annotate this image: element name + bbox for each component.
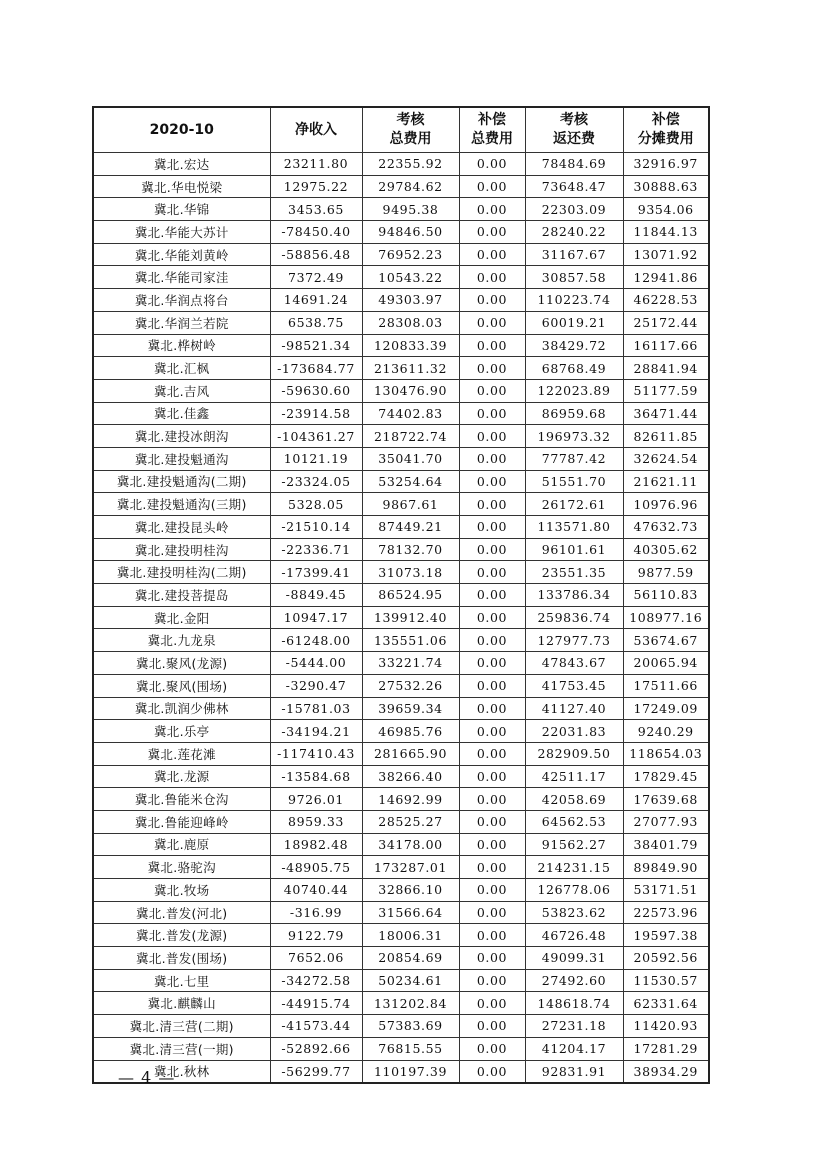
cell-assess-total: 35041.70 bbox=[362, 447, 459, 470]
table-row bbox=[93, 765, 709, 788]
cell-assess-total: 53254.64 bbox=[362, 470, 459, 493]
cell-comp-share: 82611.85 bbox=[623, 425, 709, 448]
cell-assess-return: 30857.58 bbox=[525, 266, 623, 289]
table-row bbox=[93, 447, 709, 470]
cell-name: 冀北.华润点将台 bbox=[93, 289, 270, 312]
cell-name: 冀北.汇枫 bbox=[93, 357, 270, 380]
cell-comp-total: 0.00 bbox=[459, 538, 525, 561]
cell-comp-total: 0.00 bbox=[459, 1060, 525, 1083]
cell-assess-return: 38429.72 bbox=[525, 334, 623, 357]
cell-comp-share: 47632.73 bbox=[623, 516, 709, 539]
cell-assess-total: 50234.61 bbox=[362, 969, 459, 992]
fee-table bbox=[92, 106, 710, 1084]
cell-comp-total: 0.00 bbox=[459, 311, 525, 334]
cell-assess-return: 22031.83 bbox=[525, 720, 623, 743]
table-row bbox=[93, 606, 709, 629]
table-row bbox=[93, 402, 709, 425]
table-row bbox=[93, 425, 709, 448]
cell-name: 冀北.乐亭 bbox=[93, 720, 270, 743]
cell-name: 冀北.桦树岭 bbox=[93, 334, 270, 357]
cell-name: 冀北.聚风(围场) bbox=[93, 674, 270, 697]
header-net-income: 净收入 bbox=[270, 107, 362, 153]
cell-assess-total: 28308.03 bbox=[362, 311, 459, 334]
cell-name: 冀北.麒麟山 bbox=[93, 992, 270, 1015]
cell-comp-total: 0.00 bbox=[459, 243, 525, 266]
cell-net-income: 40740.44 bbox=[270, 879, 362, 902]
cell-comp-total: 0.00 bbox=[459, 561, 525, 584]
cell-assess-total: 76815.55 bbox=[362, 1037, 459, 1060]
cell-name: 冀北.建投昆头岭 bbox=[93, 516, 270, 539]
cell-assess-total: 28525.27 bbox=[362, 810, 459, 833]
cell-assess-total: 29784.62 bbox=[362, 175, 459, 198]
table-row bbox=[93, 221, 709, 244]
cell-comp-share: 11844.13 bbox=[623, 221, 709, 244]
cell-name: 冀北.吉风 bbox=[93, 379, 270, 402]
table-row bbox=[93, 652, 709, 675]
cell-comp-share: 53674.67 bbox=[623, 629, 709, 652]
cell-comp-share: 20065.94 bbox=[623, 652, 709, 675]
cell-assess-total: 31073.18 bbox=[362, 561, 459, 584]
cell-comp-share: 17639.68 bbox=[623, 788, 709, 811]
cell-assess-return: 64562.53 bbox=[525, 810, 623, 833]
cell-name: 冀北.普发(龙源) bbox=[93, 924, 270, 947]
cell-comp-total: 0.00 bbox=[459, 606, 525, 629]
cell-assess-total: 218722.74 bbox=[362, 425, 459, 448]
cell-net-income: -8849.45 bbox=[270, 584, 362, 607]
cell-net-income: -56299.77 bbox=[270, 1060, 362, 1083]
cell-comp-total: 0.00 bbox=[459, 947, 525, 970]
cell-name: 冀北.莲花滩 bbox=[93, 742, 270, 765]
cell-net-income: 8959.33 bbox=[270, 810, 362, 833]
cell-name: 冀北.华润兰若院 bbox=[93, 311, 270, 334]
cell-name: 冀北.鲁能米仓沟 bbox=[93, 788, 270, 811]
cell-comp-share: 118654.03 bbox=[623, 742, 709, 765]
cell-assess-total: 87449.21 bbox=[362, 516, 459, 539]
cell-comp-share: 51177.59 bbox=[623, 379, 709, 402]
cell-comp-total: 0.00 bbox=[459, 447, 525, 470]
cell-name: 冀北.鹿原 bbox=[93, 833, 270, 856]
cell-net-income: 3453.65 bbox=[270, 198, 362, 221]
cell-assess-return: 41753.45 bbox=[525, 674, 623, 697]
cell-assess-return: 31167.67 bbox=[525, 243, 623, 266]
cell-assess-total: 34178.00 bbox=[362, 833, 459, 856]
table-row bbox=[93, 584, 709, 607]
cell-assess-return: 86959.68 bbox=[525, 402, 623, 425]
cell-name: 冀北.华电悦梁 bbox=[93, 175, 270, 198]
cell-assess-return: 60019.21 bbox=[525, 311, 623, 334]
cell-comp-total: 0.00 bbox=[459, 652, 525, 675]
cell-assess-return: 22303.09 bbox=[525, 198, 623, 221]
cell-name: 冀北.普发(河北) bbox=[93, 901, 270, 924]
cell-comp-total: 0.00 bbox=[459, 470, 525, 493]
cell-net-income: -98521.34 bbox=[270, 334, 362, 357]
cell-comp-total: 0.00 bbox=[459, 198, 525, 221]
table-row bbox=[93, 947, 709, 970]
table-row bbox=[93, 969, 709, 992]
cell-assess-return: 77787.42 bbox=[525, 447, 623, 470]
cell-net-income: -316.99 bbox=[270, 901, 362, 924]
cell-comp-total: 0.00 bbox=[459, 697, 525, 720]
table-row bbox=[93, 175, 709, 198]
cell-comp-total: 0.00 bbox=[459, 629, 525, 652]
cell-comp-share: 32916.97 bbox=[623, 153, 709, 176]
table-row bbox=[93, 243, 709, 266]
cell-assess-total: 27532.26 bbox=[362, 674, 459, 697]
cell-name: 冀北.建投魁通沟(二期) bbox=[93, 470, 270, 493]
cell-assess-total: 32866.10 bbox=[362, 879, 459, 902]
cell-assess-return: 42058.69 bbox=[525, 788, 623, 811]
cell-comp-total: 0.00 bbox=[459, 879, 525, 902]
cell-assess-total: 110197.39 bbox=[362, 1060, 459, 1083]
cell-comp-total: 0.00 bbox=[459, 153, 525, 176]
cell-assess-total: 86524.95 bbox=[362, 584, 459, 607]
table-row bbox=[93, 289, 709, 312]
cell-comp-share: 46228.53 bbox=[623, 289, 709, 312]
table-row bbox=[93, 879, 709, 902]
table-row bbox=[93, 788, 709, 811]
page-number: — 4 — bbox=[118, 1068, 176, 1087]
table-row bbox=[93, 334, 709, 357]
table-row bbox=[93, 901, 709, 924]
cell-assess-return: 113571.80 bbox=[525, 516, 623, 539]
cell-assess-return: 27492.60 bbox=[525, 969, 623, 992]
cell-assess-return: 122023.89 bbox=[525, 379, 623, 402]
cell-net-income: 7372.49 bbox=[270, 266, 362, 289]
cell-assess-return: 259836.74 bbox=[525, 606, 623, 629]
cell-assess-total: 39659.34 bbox=[362, 697, 459, 720]
header-comp-share: 补偿 分摊费用 bbox=[623, 107, 709, 153]
cell-name: 冀北.清三营(一期) bbox=[93, 1037, 270, 1060]
cell-assess-total: 131202.84 bbox=[362, 992, 459, 1015]
cell-name: 冀北.金阳 bbox=[93, 606, 270, 629]
cell-assess-total: 14692.99 bbox=[362, 788, 459, 811]
cell-comp-total: 0.00 bbox=[459, 175, 525, 198]
cell-assess-return: 42511.17 bbox=[525, 765, 623, 788]
cell-net-income: 7652.06 bbox=[270, 947, 362, 970]
cell-net-income: -61248.00 bbox=[270, 629, 362, 652]
cell-net-income: -41573.44 bbox=[270, 1015, 362, 1038]
cell-comp-share: 12941.86 bbox=[623, 266, 709, 289]
cell-comp-total: 0.00 bbox=[459, 289, 525, 312]
cell-net-income: -13584.68 bbox=[270, 765, 362, 788]
cell-name: 冀北.华能大苏计 bbox=[93, 221, 270, 244]
table-row bbox=[93, 629, 709, 652]
cell-assess-return: 28240.22 bbox=[525, 221, 623, 244]
cell-comp-share: 53171.51 bbox=[623, 879, 709, 902]
cell-net-income: -52892.66 bbox=[270, 1037, 362, 1060]
cell-assess-total: 31566.64 bbox=[362, 901, 459, 924]
cell-assess-return: 73648.47 bbox=[525, 175, 623, 198]
cell-assess-return: 41127.40 bbox=[525, 697, 623, 720]
table-row bbox=[93, 742, 709, 765]
cell-comp-total: 0.00 bbox=[459, 742, 525, 765]
cell-name: 冀北.清三营(二期) bbox=[93, 1015, 270, 1038]
cell-net-income: -3290.47 bbox=[270, 674, 362, 697]
cell-assess-return: 91562.27 bbox=[525, 833, 623, 856]
table-row bbox=[93, 1037, 709, 1060]
cell-assess-return: 148618.74 bbox=[525, 992, 623, 1015]
cell-net-income: 10947.17 bbox=[270, 606, 362, 629]
cell-comp-share: 25172.44 bbox=[623, 311, 709, 334]
cell-comp-share: 17829.45 bbox=[623, 765, 709, 788]
cell-name: 冀北.建投魁通沟(三期) bbox=[93, 493, 270, 516]
cell-assess-total: 74402.83 bbox=[362, 402, 459, 425]
cell-comp-total: 0.00 bbox=[459, 402, 525, 425]
cell-name: 冀北.佳鑫 bbox=[93, 402, 270, 425]
cell-assess-total: 18006.31 bbox=[362, 924, 459, 947]
cell-assess-return: 78484.69 bbox=[525, 153, 623, 176]
cell-name: 冀北.建投菩提岛 bbox=[93, 584, 270, 607]
table-row bbox=[93, 357, 709, 380]
cell-name: 冀北.凯润少佛林 bbox=[93, 697, 270, 720]
cell-assess-total: 281665.90 bbox=[362, 742, 459, 765]
cell-comp-total: 0.00 bbox=[459, 266, 525, 289]
cell-comp-share: 36471.44 bbox=[623, 402, 709, 425]
cell-comp-share: 30888.63 bbox=[623, 175, 709, 198]
cell-assess-return: 23551.35 bbox=[525, 561, 623, 584]
cell-assess-return: 26172.61 bbox=[525, 493, 623, 516]
cell-name: 冀北.七里 bbox=[93, 969, 270, 992]
cell-assess-return: 68768.49 bbox=[525, 357, 623, 380]
cell-net-income: -117410.43 bbox=[270, 742, 362, 765]
table-row bbox=[93, 379, 709, 402]
cell-net-income: 23211.80 bbox=[270, 153, 362, 176]
cell-assess-total: 33221.74 bbox=[362, 652, 459, 675]
cell-net-income: -22336.71 bbox=[270, 538, 362, 561]
cell-net-income: -104361.27 bbox=[270, 425, 362, 448]
cell-assess-return: 96101.61 bbox=[525, 538, 623, 561]
cell-assess-return: 214231.15 bbox=[525, 856, 623, 879]
cell-comp-share: 9240.29 bbox=[623, 720, 709, 743]
cell-comp-share: 56110.83 bbox=[623, 584, 709, 607]
cell-net-income: 9122.79 bbox=[270, 924, 362, 947]
cell-assess-return: 126778.06 bbox=[525, 879, 623, 902]
cell-assess-return: 53823.62 bbox=[525, 901, 623, 924]
cell-comp-share: 108977.16 bbox=[623, 606, 709, 629]
cell-comp-share: 17511.66 bbox=[623, 674, 709, 697]
cell-name: 冀北.华能刘黄岭 bbox=[93, 243, 270, 266]
table-row bbox=[93, 924, 709, 947]
cell-comp-share: 9354.06 bbox=[623, 198, 709, 221]
cell-comp-share: 16117.66 bbox=[623, 334, 709, 357]
cell-assess-return: 127977.73 bbox=[525, 629, 623, 652]
cell-net-income: -21510.14 bbox=[270, 516, 362, 539]
table-row bbox=[93, 856, 709, 879]
cell-assess-total: 78132.70 bbox=[362, 538, 459, 561]
cell-net-income: 9726.01 bbox=[270, 788, 362, 811]
cell-assess-return: 41204.17 bbox=[525, 1037, 623, 1060]
table-row bbox=[93, 266, 709, 289]
cell-comp-total: 0.00 bbox=[459, 720, 525, 743]
cell-comp-share: 21621.11 bbox=[623, 470, 709, 493]
cell-comp-share: 89849.90 bbox=[623, 856, 709, 879]
cell-comp-total: 0.00 bbox=[459, 969, 525, 992]
cell-name: 冀北.宏达 bbox=[93, 153, 270, 176]
cell-comp-share: 28841.94 bbox=[623, 357, 709, 380]
cell-comp-share: 20592.56 bbox=[623, 947, 709, 970]
cell-comp-total: 0.00 bbox=[459, 992, 525, 1015]
cell-comp-share: 11420.93 bbox=[623, 1015, 709, 1038]
cell-assess-total: 9495.38 bbox=[362, 198, 459, 221]
cell-assess-total: 120833.39 bbox=[362, 334, 459, 357]
table-row bbox=[93, 311, 709, 334]
cell-name: 冀北.建投明桂沟(二期) bbox=[93, 561, 270, 584]
cell-name: 冀北.华锦 bbox=[93, 198, 270, 221]
cell-assess-total: 173287.01 bbox=[362, 856, 459, 879]
cell-net-income: 12975.22 bbox=[270, 175, 362, 198]
cell-comp-share: 10976.96 bbox=[623, 493, 709, 516]
cell-net-income: -23914.58 bbox=[270, 402, 362, 425]
cell-comp-total: 0.00 bbox=[459, 901, 525, 924]
cell-comp-share: 27077.93 bbox=[623, 810, 709, 833]
cell-assess-total: 10543.22 bbox=[362, 266, 459, 289]
cell-net-income: -34272.58 bbox=[270, 969, 362, 992]
table-row bbox=[93, 992, 709, 1015]
cell-net-income: -5444.00 bbox=[270, 652, 362, 675]
cell-comp-share: 9877.59 bbox=[623, 561, 709, 584]
cell-assess-return: 47843.67 bbox=[525, 652, 623, 675]
cell-net-income: 10121.19 bbox=[270, 447, 362, 470]
cell-net-income: 5328.05 bbox=[270, 493, 362, 516]
table-row bbox=[93, 516, 709, 539]
cell-name: 冀北.华能司家洼 bbox=[93, 266, 270, 289]
cell-assess-return: 49099.31 bbox=[525, 947, 623, 970]
table-row bbox=[93, 493, 709, 516]
cell-comp-share: 17249.09 bbox=[623, 697, 709, 720]
cell-net-income: -58856.48 bbox=[270, 243, 362, 266]
cell-assess-return: 133786.34 bbox=[525, 584, 623, 607]
cell-assess-total: 49303.97 bbox=[362, 289, 459, 312]
cell-name: 冀北.建投明桂沟 bbox=[93, 538, 270, 561]
cell-name: 冀北.鲁能迎峰岭 bbox=[93, 810, 270, 833]
cell-name: 冀北.建投冰朗沟 bbox=[93, 425, 270, 448]
cell-name: 冀北.龙源 bbox=[93, 765, 270, 788]
table-row bbox=[93, 674, 709, 697]
cell-net-income: 14691.24 bbox=[270, 289, 362, 312]
table-row bbox=[93, 697, 709, 720]
table-row bbox=[93, 720, 709, 743]
table-row bbox=[93, 1060, 709, 1083]
cell-comp-total: 0.00 bbox=[459, 856, 525, 879]
table-row bbox=[93, 198, 709, 221]
cell-comp-share: 38934.29 bbox=[623, 1060, 709, 1083]
table-row bbox=[93, 470, 709, 493]
cell-name: 冀北.建投魁通沟 bbox=[93, 447, 270, 470]
cell-comp-share: 22573.96 bbox=[623, 901, 709, 924]
cell-comp-total: 0.00 bbox=[459, 379, 525, 402]
cell-net-income: -44915.74 bbox=[270, 992, 362, 1015]
header-period: 2020-10 bbox=[93, 107, 270, 153]
cell-assess-total: 57383.69 bbox=[362, 1015, 459, 1038]
cell-assess-total: 20854.69 bbox=[362, 947, 459, 970]
cell-comp-total: 0.00 bbox=[459, 584, 525, 607]
cell-net-income: -59630.60 bbox=[270, 379, 362, 402]
cell-assess-return: 27231.18 bbox=[525, 1015, 623, 1038]
cell-assess-total: 38266.40 bbox=[362, 765, 459, 788]
cell-comp-total: 0.00 bbox=[459, 833, 525, 856]
cell-assess-return: 51551.70 bbox=[525, 470, 623, 493]
table-row bbox=[93, 810, 709, 833]
cell-comp-total: 0.00 bbox=[459, 1015, 525, 1038]
cell-comp-share: 19597.38 bbox=[623, 924, 709, 947]
header-comp-total: 补偿 总费用 bbox=[459, 107, 525, 153]
cell-net-income: -23324.05 bbox=[270, 470, 362, 493]
cell-assess-total: 46985.76 bbox=[362, 720, 459, 743]
table-row bbox=[93, 538, 709, 561]
table-row bbox=[93, 561, 709, 584]
cell-net-income: 18982.48 bbox=[270, 833, 362, 856]
cell-comp-share: 13071.92 bbox=[623, 243, 709, 266]
cell-assess-total: 135551.06 bbox=[362, 629, 459, 652]
cell-assess-total: 139912.40 bbox=[362, 606, 459, 629]
cell-comp-total: 0.00 bbox=[459, 1037, 525, 1060]
cell-name: 冀北.普发(围场) bbox=[93, 947, 270, 970]
header-assess-return: 考核 返还费 bbox=[525, 107, 623, 153]
table-row bbox=[93, 1015, 709, 1038]
cell-net-income: -173684.77 bbox=[270, 357, 362, 380]
cell-assess-total: 76952.23 bbox=[362, 243, 459, 266]
cell-comp-share: 17281.29 bbox=[623, 1037, 709, 1060]
cell-name: 冀北.聚风(龙源) bbox=[93, 652, 270, 675]
cell-comp-total: 0.00 bbox=[459, 765, 525, 788]
cell-net-income: -48905.75 bbox=[270, 856, 362, 879]
cell-assess-return: 46726.48 bbox=[525, 924, 623, 947]
cell-assess-return: 282909.50 bbox=[525, 742, 623, 765]
cell-assess-return: 196973.32 bbox=[525, 425, 623, 448]
cell-net-income: -17399.41 bbox=[270, 561, 362, 584]
cell-comp-share: 62331.64 bbox=[623, 992, 709, 1015]
cell-comp-total: 0.00 bbox=[459, 810, 525, 833]
cell-comp-total: 0.00 bbox=[459, 516, 525, 539]
cell-comp-total: 0.00 bbox=[459, 425, 525, 448]
cell-comp-total: 0.00 bbox=[459, 788, 525, 811]
header-assess-total: 考核 总费用 bbox=[362, 107, 459, 153]
cell-comp-share: 38401.79 bbox=[623, 833, 709, 856]
cell-assess-total: 213611.32 bbox=[362, 357, 459, 380]
cell-assess-total: 130476.90 bbox=[362, 379, 459, 402]
cell-comp-total: 0.00 bbox=[459, 221, 525, 244]
cell-assess-total: 9867.61 bbox=[362, 493, 459, 516]
cell-assess-total: 94846.50 bbox=[362, 221, 459, 244]
cell-net-income: -78450.40 bbox=[270, 221, 362, 244]
cell-name: 冀北.骆驼沟 bbox=[93, 856, 270, 879]
table-header-row bbox=[93, 107, 709, 153]
cell-assess-return: 92831.91 bbox=[525, 1060, 623, 1083]
cell-comp-total: 0.00 bbox=[459, 493, 525, 516]
table-row bbox=[93, 153, 709, 176]
cell-comp-total: 0.00 bbox=[459, 674, 525, 697]
cell-comp-total: 0.00 bbox=[459, 357, 525, 380]
cell-comp-share: 11530.57 bbox=[623, 969, 709, 992]
cell-assess-return: 110223.74 bbox=[525, 289, 623, 312]
cell-comp-total: 0.00 bbox=[459, 334, 525, 357]
cell-name: 冀北.秋林 bbox=[93, 1060, 270, 1083]
cell-name: 冀北.牧场 bbox=[93, 879, 270, 902]
cell-comp-share: 32624.54 bbox=[623, 447, 709, 470]
cell-assess-total: 22355.92 bbox=[362, 153, 459, 176]
cell-name: 冀北.九龙泉 bbox=[93, 629, 270, 652]
table-row bbox=[93, 833, 709, 856]
cell-comp-total: 0.00 bbox=[459, 924, 525, 947]
cell-net-income: 6538.75 bbox=[270, 311, 362, 334]
cell-net-income: -34194.21 bbox=[270, 720, 362, 743]
cell-net-income: -15781.03 bbox=[270, 697, 362, 720]
cell-comp-share: 40305.62 bbox=[623, 538, 709, 561]
table-body bbox=[93, 153, 709, 1084]
